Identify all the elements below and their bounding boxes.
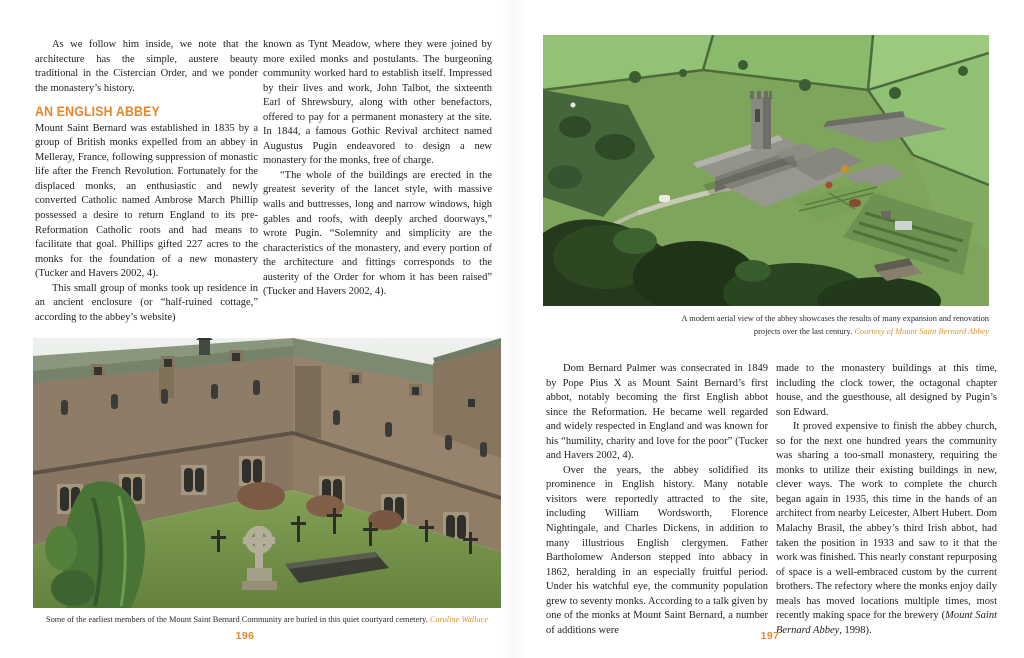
photo-caption <box>659 313 989 338</box>
page196-column-2 <box>263 38 492 300</box>
paragraph: This small group of monks took up residence in an ancient enclosure (or “half-ruined cottage,” according to the abbey’s website) <box>35 282 258 323</box>
photo-credit: Caroline Wallace <box>429 615 489 624</box>
courtyard-cemetery-photo <box>33 338 501 608</box>
paragraph-text: , 1998). <box>839 624 872 636</box>
paragraph: As we follow him inside, we note that the architecture has the simple, austere beauty traditional in the Cistercian Order, and we ponder the monastery’s history. <box>35 39 258 94</box>
courtyard-photo-art <box>33 338 501 608</box>
paragraph <box>776 420 997 638</box>
caption-text: Some of the earliest members of the Mount Saint Bernard Community are buried in this quiet courtyard cemetery. <box>45 615 430 624</box>
paragraph: “The whole of the buildings are erected in the greatest severity of the lancet style, with massive walls and buttresses, long and narrow windows, high gables and roofs, with deeply arched doorways,” wrote Pugin. “Solemnity and simplicity are the characteristics of the monastery, and every portion of the architecture and fittings corresponds to the austerity of the Order for whom it has been raised” (Tucker and Havers 2002, 4). <box>263 169 492 298</box>
photo-credit: Courtesy of Mount Saint Bernard Abbey <box>854 326 989 336</box>
paragraph: made to the monastery buildings at this time, including the clock tower, the octagonal chapter house, and the guesthouse, all designed by Pugin’s son Edward. <box>776 363 997 418</box>
page-gutter <box>502 0 526 658</box>
aerial-photo-art <box>543 35 989 306</box>
page196-column-1 <box>35 38 258 325</box>
section-heading: AN ENGLISH ABBEY <box>35 103 160 120</box>
caption-text: A modern aerial view of the abbey showcases the results of many expansion and renovation projects over the last century. <box>681 314 989 336</box>
photo-caption <box>33 614 501 627</box>
page197-column-2 <box>776 362 997 638</box>
paragraph: known as Tynt Meadow, where they were joined by more exiled monks and postulants. The burgeoning community worked hard to establish itself. Impressed by their lives and work, John Talbot, the sixteenth Earl of Shrewsbury, along with other benefactors, offered to pay for a permanent monastery at the site. In 1844, a famous Gothic Revival architect named Augustus Pugin endeavored to design a new monastery for the monks, free of charge. <box>263 39 492 167</box>
page-number-197: 197 <box>760 630 780 642</box>
paragraph: Mount Saint Bernard was established in 1835 by a group of British monks expelled from an abbey in Melleray, France, following suppression of monastic life after the French Revolution. Fortunately for the displaced monks, an enthusiastic and newly converted Catholic named Ambrose March Phillip possessed a desire to return England to its pre-Reformation Catholic roots and had means to facilitate that goal. Phillips gifted 227 acres to the monks for the foundation of a new monastery (Tucker and Havers 2002, 4). <box>35 122 258 280</box>
church-tower <box>750 91 772 149</box>
paragraph: Dom Bernard Palmer was consecrated in 1849 by Pope Pius X as Mount Saint Bernard’s first abbot, notably becoming the first English abbot since the Reformation. He became well regarded and widely respected in England and was known for his “humility, charity and love for the poor” (Tucker and Havers 2002, 4). <box>546 363 768 462</box>
page-number-196: 196 <box>235 630 255 642</box>
page197-column-1 <box>546 362 768 638</box>
book-title-citation: Mount Saint Bernard Abbey <box>776 610 998 636</box>
abbey-aerial-photo <box>543 35 989 306</box>
paragraph-text: It proved expensive to finish the abbey church, so for the next one hundred years the community was sharing a too-small monastery, requiring the monks to utilize their existing buildings in new, clever ways. The work to complete the church began again in 1935, this time in the hands of an architect from nearby Leicester, Albert Hubert. Dom Malachy Brasil, the abbey’s third Irish abbot, had taken the position in 1933 and saw to it that the work was finished. This nearly constant repurposing of space is a well-embraced custom by the current brothers. The refectory where the monks enjoy daily meals has moved locations multiple times, most recently making space for the brewery ( <box>776 421 997 622</box>
paragraph: Over the years, the abbey solidified its prominence in English history. Many notable visitors were reportedly attracted to the site, including William Wordsworth, Florence Nightingale, and Charles Dickens, in addition to many illustrious English clergymen. Father Bartholomew Anderson stepped into abbacy in 1862, heralding in an especially fruitful period. Under his watchful eye, the community population grew to seventy monks. According to a talk given by one of the monks at Mount Saint Bernard, a number of additions were <box>546 464 768 636</box>
